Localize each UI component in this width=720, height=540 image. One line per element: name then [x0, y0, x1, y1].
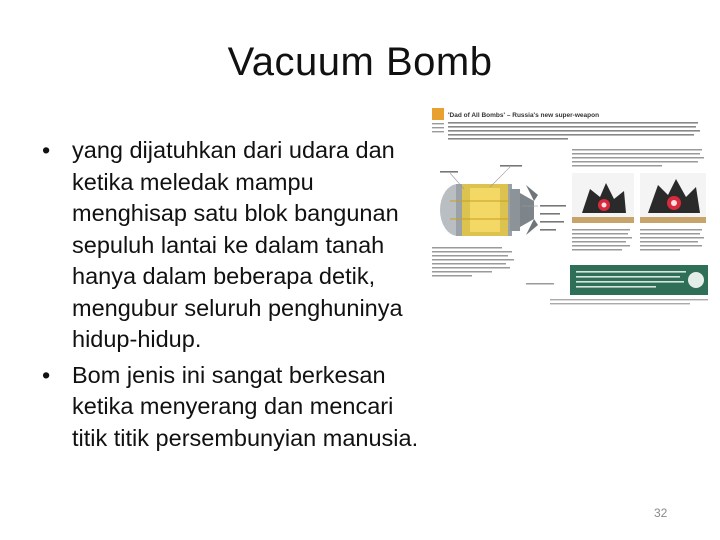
- bullet-line: menghisap satu blok bangunan: [72, 200, 399, 226]
- infographic-image: [430, 105, 712, 313]
- bullet-dot: •: [42, 137, 51, 163]
- bullet-line: ketika meledak mampu: [72, 168, 314, 195]
- bullet-line: yang dijatuhkan dari udara dan: [72, 137, 395, 163]
- infographic-heading: 'Dad of All Bombs' – Russia's new super-weapon: [448, 112, 600, 119]
- infographic-specs-text: [432, 247, 554, 285]
- bullet-line: hanya dalam beberapa detik,: [72, 263, 376, 289]
- bullet-list: [42, 135, 472, 458]
- slide-title: Vacuum Bomb: [227, 40, 493, 84]
- bullet-line: ketika menyerang dan mencari: [72, 393, 394, 419]
- bullet-item: [42, 135, 472, 356]
- page-number: 32: [654, 506, 668, 520]
- infographic-left-text: [432, 123, 444, 132]
- explosion-panel-left: [572, 173, 634, 223]
- bullet-dot: •: [42, 361, 51, 388]
- infographic-intro-text: [448, 122, 700, 140]
- infographic-illustration: [430, 105, 712, 313]
- bullet-line: sepuluh lantai ke dalam tanah: [72, 231, 385, 258]
- bullet-line: hidup-hidup.: [72, 326, 202, 352]
- publisher-logo: [432, 108, 444, 120]
- bullet-line: Bom jenis ini sangat berkesan: [72, 361, 386, 388]
- bullet-item: [42, 360, 472, 455]
- infographic-footer-box: [570, 265, 708, 295]
- infographic-source-text: [550, 299, 708, 304]
- bomb-illustration: [440, 184, 538, 236]
- explosion-panel-right: [640, 173, 706, 223]
- bullet-line: titik titik persembunyian manusia.: [72, 424, 419, 451]
- infographic-panel-text: [572, 229, 704, 251]
- infographic-right-text: [572, 149, 704, 167]
- bullet-line: mengubur seluruh penghuninya: [72, 294, 403, 321]
